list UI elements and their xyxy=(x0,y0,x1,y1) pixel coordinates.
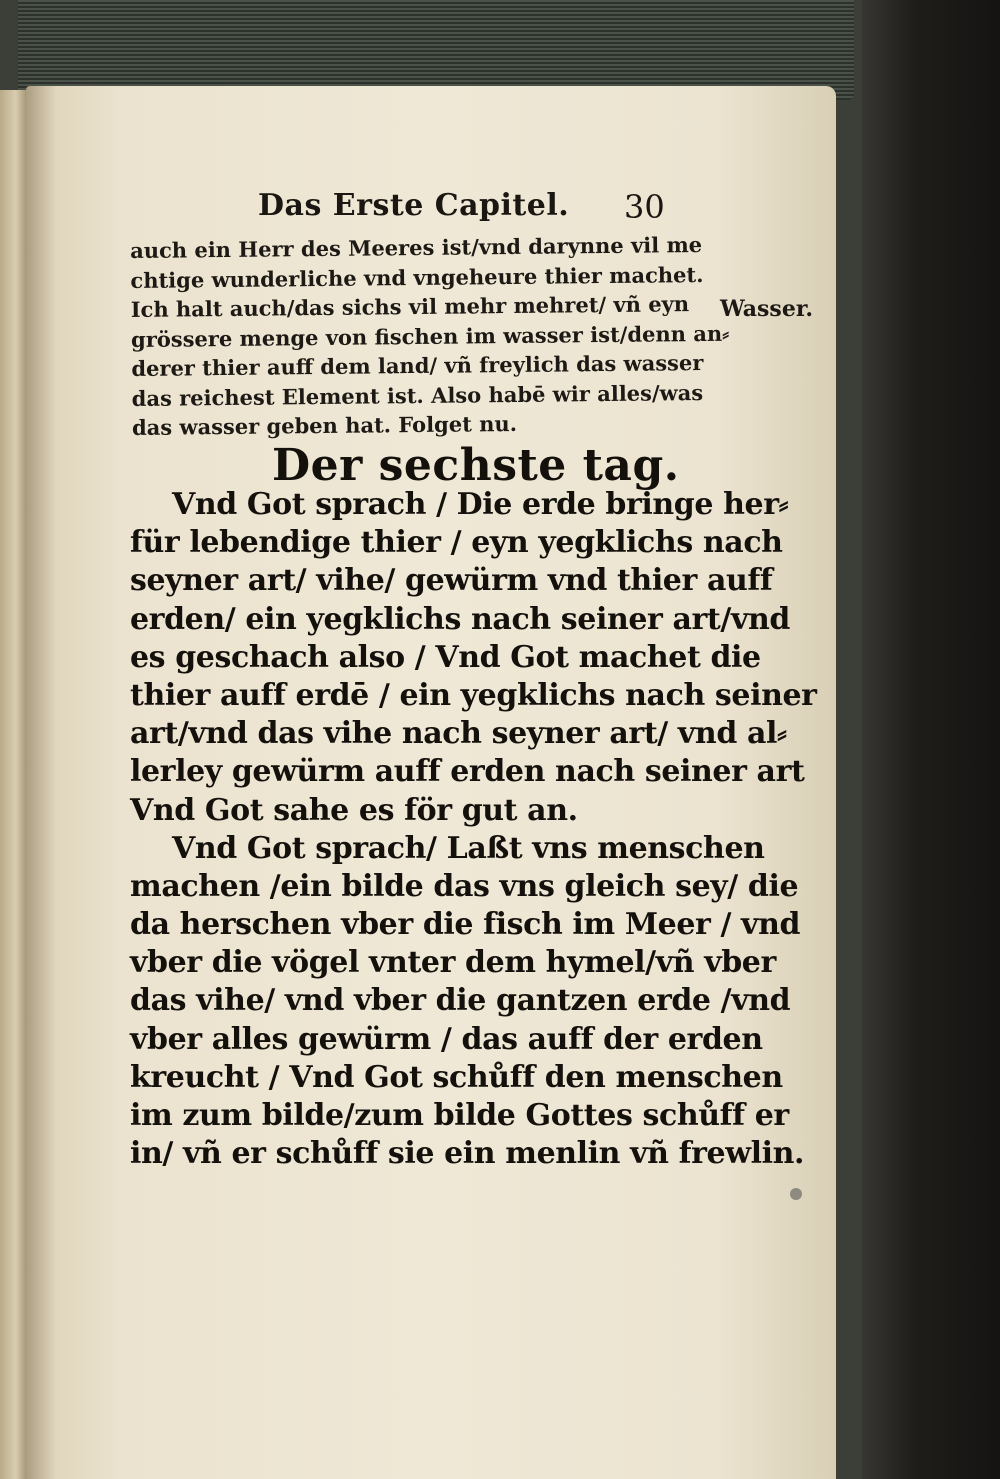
text-line: lerley gewürm auff erden nach seiner art xyxy=(130,754,805,790)
left-page-edge xyxy=(0,90,26,1479)
text-line: erden/ ein yegklichs nach seiner art/vnd xyxy=(130,601,790,637)
running-head: Das Erste Capitel. xyxy=(258,188,570,223)
text-line: auch ein Herr des Meeres ist/vnd darynne vil me xyxy=(130,232,703,263)
text-line: vber alles gewürm / das auff der erden xyxy=(130,1021,763,1057)
text-line: art/vnd das vihe nach seyner art/ vnd al⸗ xyxy=(130,716,787,752)
text-line: vber die vögel vnter dem hymel/vñ vber xyxy=(130,945,776,981)
text-line: es geschach also / Vnd Got machet die xyxy=(130,639,761,675)
section-heading: Der sechste tag. xyxy=(272,440,680,491)
text-line: derer thier auff dem land/ vñ freylich das wasser xyxy=(131,350,704,381)
small-text-block xyxy=(130,230,730,443)
main-text-block xyxy=(130,486,817,1173)
text-line: für lebendige thier / eyn yegklichs nach xyxy=(130,525,783,561)
text-line: grössere menge von fischen im wasser ist/denn an⸗ xyxy=(130,320,730,352)
background-right xyxy=(858,0,1000,1479)
text-line: machen /ein bilde das vns gleich sey/ die xyxy=(130,868,799,904)
text-line: seyner art/ vihe/ gewürm vnd thier auff xyxy=(130,563,773,599)
text-line: das wasser geben hat. Folget nu. xyxy=(131,410,518,440)
text-line: das vihe/ vnd vber die gantzen erde /vnd xyxy=(130,983,791,1019)
text-line: im zum bilde/zum bilde Gottes schůff er xyxy=(130,1098,789,1133)
text-line: Vnd Got sprach / Die erde bringe her⸗ xyxy=(172,487,789,522)
text-line: das reichest Element ist. Also habē wir alles/was xyxy=(131,379,704,411)
text-line: chtige wunderliche vnd vngeheure thier machet. xyxy=(130,261,704,293)
text-line: in/ vñ er schůff sie ein menlin vñ frewlin. xyxy=(130,1136,805,1172)
text-line: thier auff erdē / ein yegklichs nach seiner xyxy=(130,677,817,713)
text-line: Vnd Got sahe es för gut an. xyxy=(130,792,578,828)
paper-spot xyxy=(790,1188,802,1200)
text-line: kreucht / Vnd Got schůff den menschen xyxy=(130,1059,783,1095)
marginal-note: Wasser. xyxy=(720,296,814,322)
page-number: 30 xyxy=(624,188,665,226)
text-line: Ich halt auch/das sichs vil mehr mehret/ vñ eyn xyxy=(130,291,690,322)
page-edges xyxy=(18,0,854,100)
gutter-shadow xyxy=(26,86,56,1479)
page-header xyxy=(258,188,678,232)
text-line: da herschen vber die fisch im Meer / vnd xyxy=(130,907,801,943)
text-line: Vnd Got sprach/ Laßt vns menschen xyxy=(172,830,765,866)
